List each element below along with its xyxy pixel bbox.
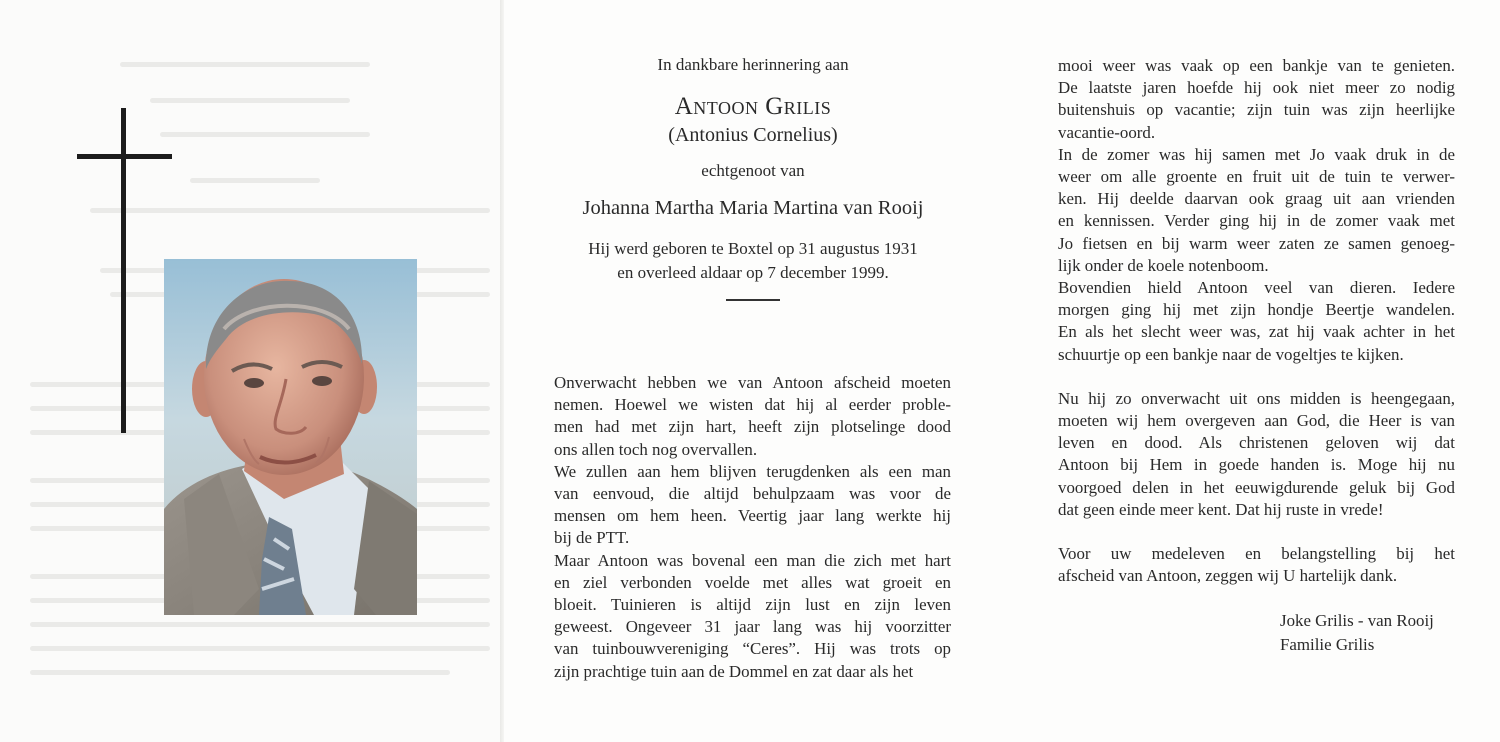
text-line: Bovendien hield Antoon veel van dieren. Iedere bbox=[1058, 278, 1455, 298]
deceased-alias: (Antonius Cornelius) bbox=[668, 124, 838, 146]
text-line: en ziel verbonden voelde met alles wat groeit en bbox=[554, 572, 951, 592]
spouse-label: echtgenoot van bbox=[701, 161, 805, 180]
text-line: In de zomer was hij samen met Jo vaak druk in de bbox=[1058, 144, 1455, 164]
signature-block bbox=[1058, 609, 1455, 657]
text-line: leven en dood. Als christenen geloven wij dat bbox=[1058, 433, 1455, 453]
spouse-name: Johanna Martha Maria Martina van Rooij bbox=[582, 197, 924, 219]
text-line: van eenvoud, die altijd behulpzaam was voor de bbox=[554, 484, 951, 504]
card-front-panel bbox=[0, 0, 500, 742]
text-line: vacantie-oord. bbox=[1058, 122, 1156, 142]
text-line: Maar Antoon was bovenal een man die zich met hart bbox=[554, 550, 951, 570]
text-line: En als het slecht weer was, zat hij vaak achter in het bbox=[1058, 322, 1455, 342]
portrait-photo bbox=[164, 259, 417, 615]
text-line: weer om alle groente en fruit uit de tuin te verwer- bbox=[1058, 167, 1455, 187]
text-line: buitenshuis op vacantie; zijn tuin was zijn heerlijke bbox=[1058, 100, 1455, 120]
text-line: moeten wij hem overgeven aan God, die Heer is van bbox=[1058, 411, 1455, 431]
text-line: van tuinbouwvereniging “Ceres”. Hij was trots op bbox=[554, 639, 951, 659]
prayer-text bbox=[1058, 388, 1455, 521]
memorial-text-right bbox=[1058, 55, 1455, 366]
signature-line-2: Familie Grilis bbox=[1280, 635, 1375, 655]
text-line: men had met zijn hart, heeft zijn plotselinge dood bbox=[554, 417, 951, 437]
middle-column bbox=[548, 54, 958, 681]
right-column bbox=[1058, 55, 1455, 657]
text-line: Antoon bij Hem in goede handen is. Moge hij nu bbox=[1058, 455, 1455, 475]
text-line: Jo fietsen en bij warm weer zaten ze samen genoeg- bbox=[1058, 233, 1455, 253]
text-line: voorgoed delen in het eeuwigdurende geluk bij God bbox=[1058, 477, 1455, 497]
text-line: Voor uw medeleven en belangstelling bij het bbox=[1058, 544, 1455, 564]
thanks-text bbox=[1058, 543, 1455, 587]
text-line: en kennissen. Verder ging hij in de zomer vaak met bbox=[1058, 211, 1455, 231]
cross-icon-bar bbox=[77, 154, 172, 159]
text-line: De laatste jaren hoefde hij ook niet meer zo nodig bbox=[1058, 78, 1455, 98]
life-dates bbox=[548, 237, 958, 285]
text-line: ken. Hij deelde daarvan ook graag uit aan vrienden bbox=[1058, 189, 1455, 209]
text-line: zijn prachtige tuin aan de Dommel en zat daar als het bbox=[554, 661, 914, 681]
text-line: geweest. Ongeveer 31 jaar lang was hij voorzitter bbox=[554, 617, 951, 637]
text-line: morgen ging hij met zijn hondje Beertje wandelen. bbox=[1058, 300, 1455, 320]
death-line: en overleed aldaar op 7 december 1999. bbox=[617, 263, 889, 282]
birth-line: Hij werd geboren te Boxtel op 31 augustus 1931 bbox=[588, 239, 918, 258]
memorial-text-middle bbox=[554, 372, 951, 683]
text-line: bloeit. Tuinieren is altijd zijn lust en zijn leven bbox=[554, 595, 951, 615]
text-line: lijk onder de koele notenboom. bbox=[1058, 255, 1269, 275]
text-line: mooi weer was vaak op een bankje van te genieten. bbox=[1058, 56, 1455, 75]
text-line: nemen. Hoewel we wisten dat hij al eerder proble- bbox=[554, 395, 951, 415]
divider bbox=[726, 299, 780, 301]
text-line: afscheid van Antoon, zeggen wij U hartelijk dank. bbox=[1058, 566, 1398, 586]
text-line: mensen om hem heen. Veertig jaar lang werkte hij bbox=[554, 506, 951, 526]
text-line: We zullen aan hem blijven terugdenken als een man bbox=[554, 461, 951, 481]
text-line: bij de PTT. bbox=[554, 528, 630, 548]
text-line: ons allen toch nog overvallen. bbox=[554, 439, 758, 459]
text-line: Nu hij zo onverwacht uit ons midden is heengegaan, bbox=[1058, 388, 1455, 408]
text-line: dat geen einde meer kent. Dat hij ruste in vrede! bbox=[1058, 499, 1384, 519]
text-line: schuurtje op een bankje naar de vogeltjes te kijken. bbox=[1058, 344, 1404, 364]
text-line: Onverwacht hebben we van Antoon afscheid moeten bbox=[554, 373, 951, 392]
signature-line-1: Joke Grilis - van Rooij bbox=[1280, 611, 1434, 631]
deceased-name: Antoon Grilis bbox=[674, 93, 832, 120]
intro-line: In dankbare herinnering aan bbox=[657, 55, 849, 74]
